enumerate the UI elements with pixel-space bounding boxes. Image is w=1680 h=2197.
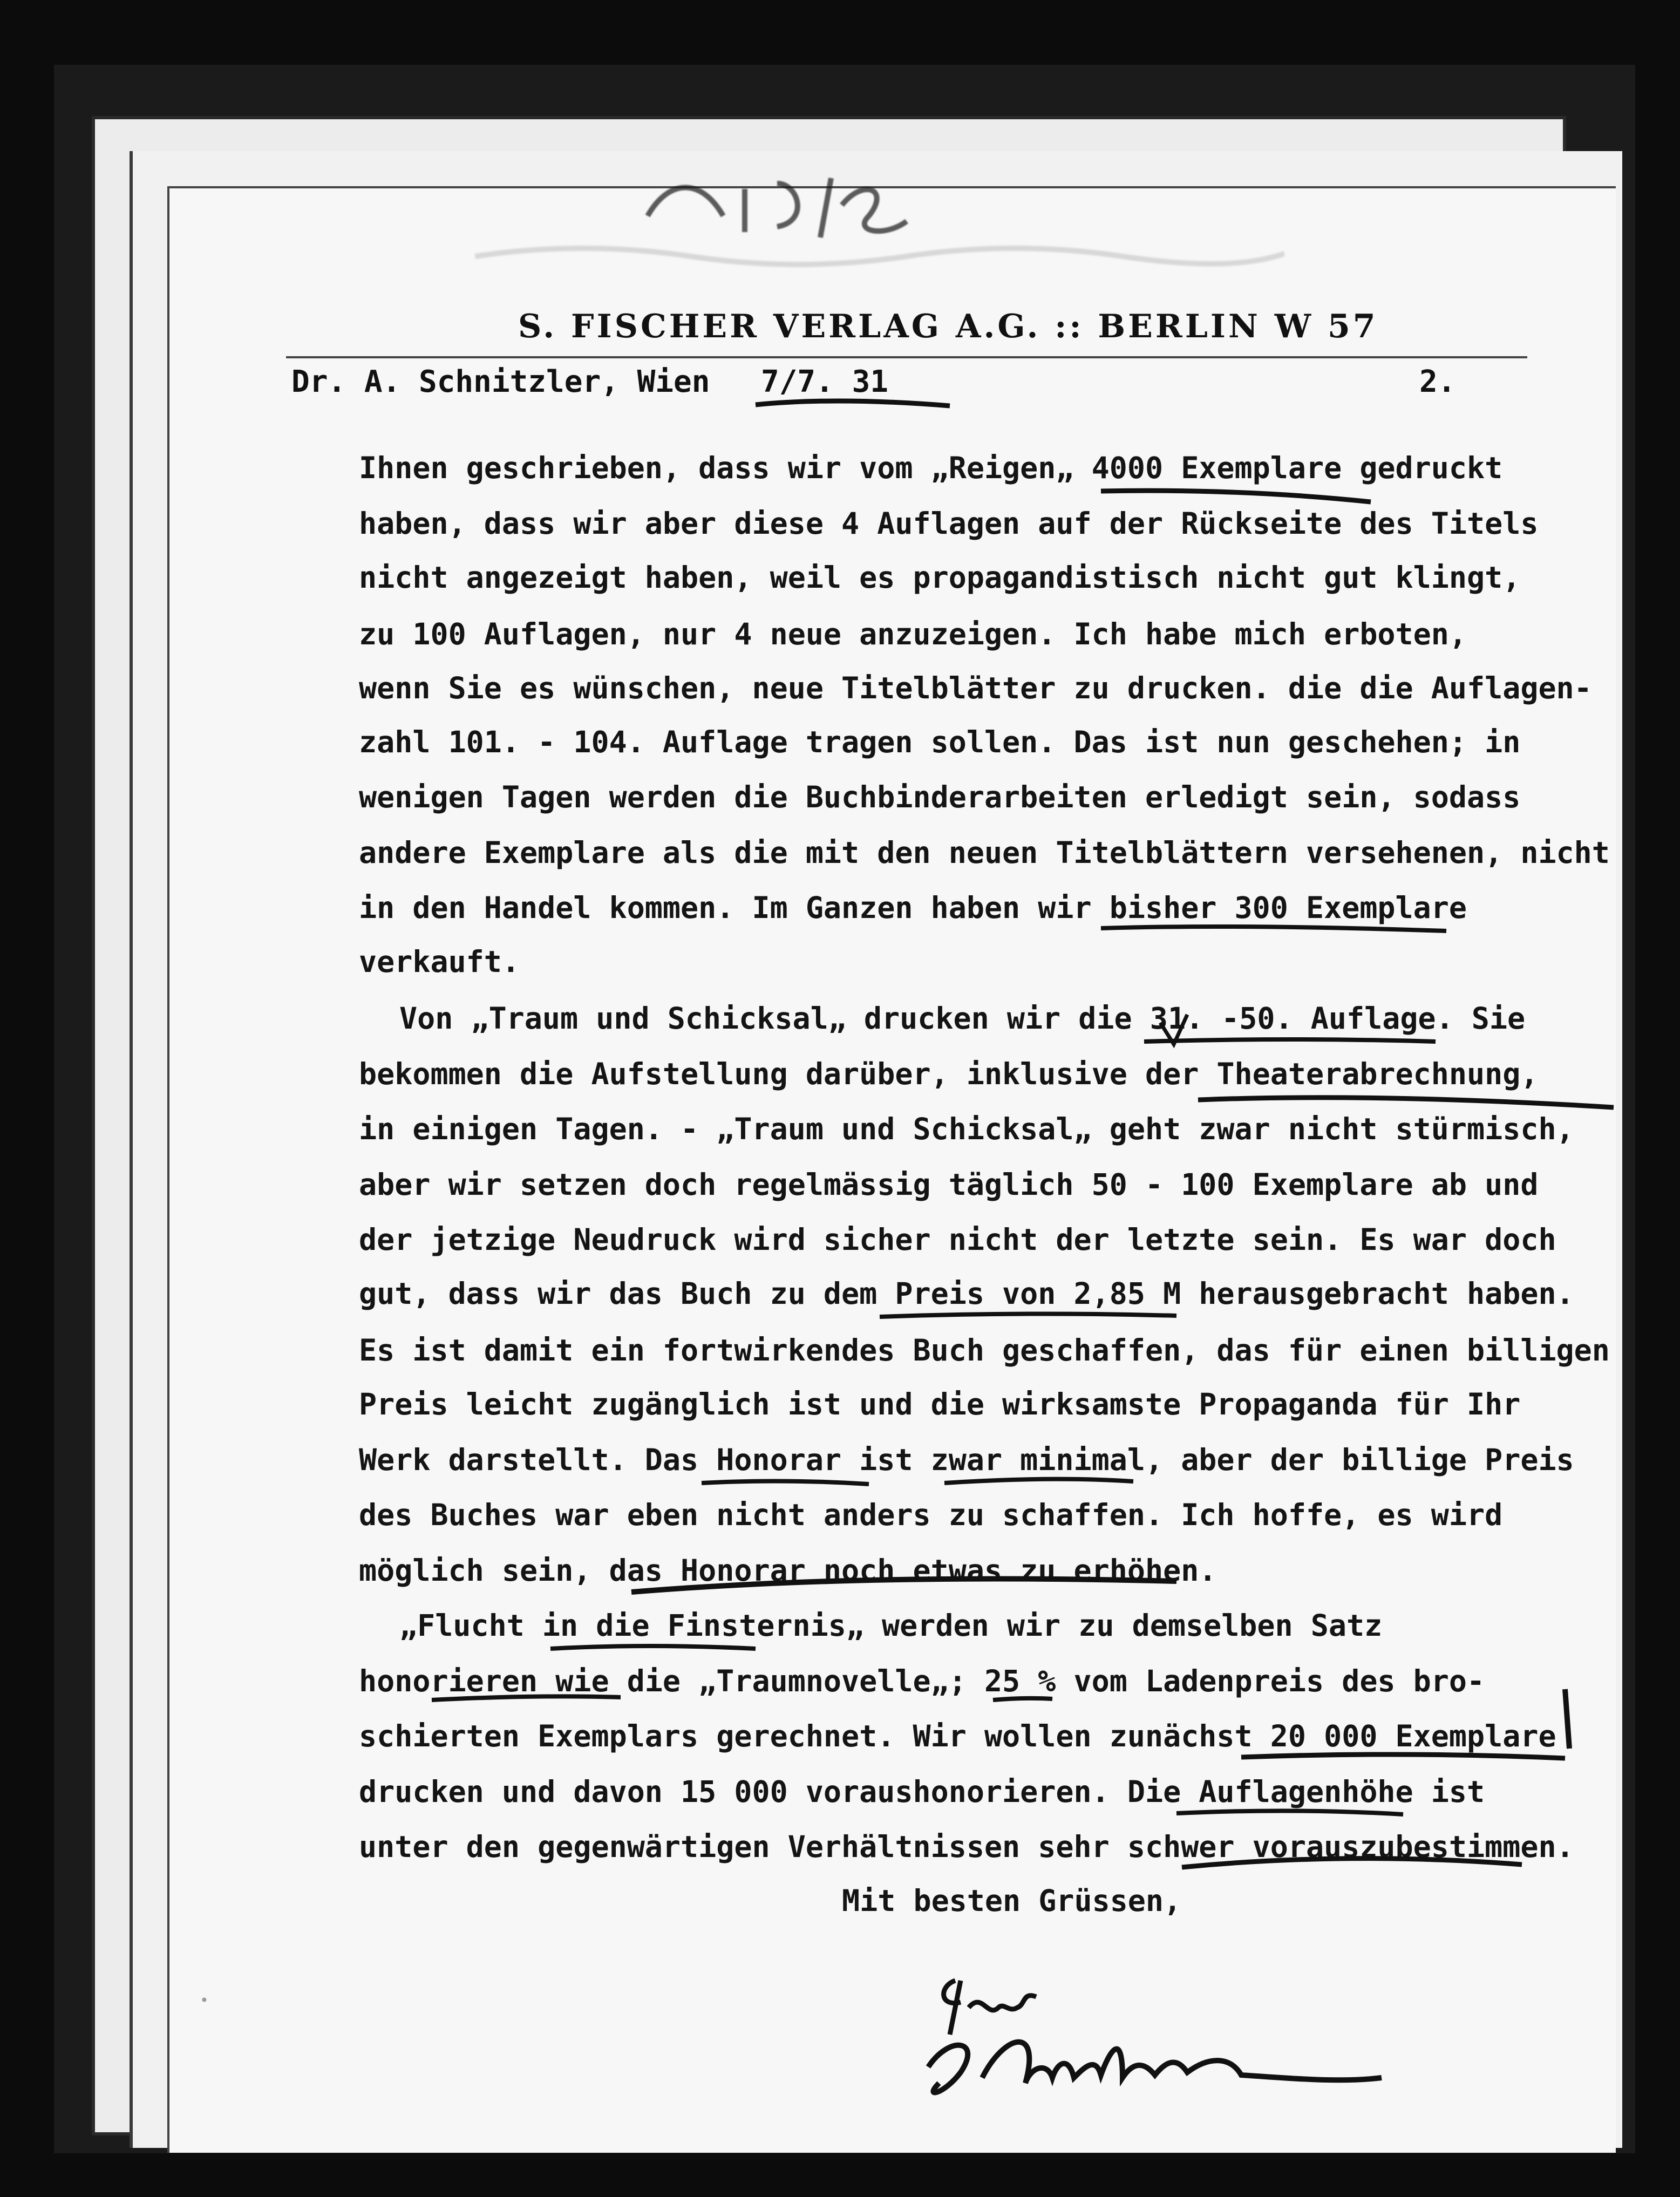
body-line: Ihnen geschrieben, dass wir vom „Reigen„ 4000 Exemplare gedruckt (359, 451, 1503, 485)
body-line: „Flucht in die Finsternis„ werden wir zu demselben Satz (399, 1608, 1383, 1643)
body-line: in einigen Tagen. - „Traum und Schicksal„ geht zwar nicht stürmisch, (359, 1112, 1574, 1146)
letterhead: S. FISCHER VERLAG A.G. :: BERLIN W 57 (518, 308, 1378, 345)
handwritten-signature (907, 1975, 1392, 2116)
faint-footer-mark: • (200, 1991, 209, 2009)
body-line: gut, dass wir das Buch zu dem Preis von 2,85 M herausgebracht haben. (359, 1276, 1574, 1311)
body-line: des Buches war eben nicht anders zu schaffen. Ich hoffe, es wird (359, 1498, 1503, 1532)
body-line: Von „Traum und Schicksal„ drucken wir die 31. -50. Auflage. Sie (399, 1001, 1526, 1036)
body-line: möglich sein, das Honorar noch etwas zu erhöhen. (359, 1553, 1217, 1588)
body-line: wenn Sie es wünschen, neue Titelblätter zu drucken. die die Auflagen- (359, 671, 1592, 705)
body-line: bekommen die Aufstellung darüber, inklusive der Theaterabrechnung, (359, 1057, 1539, 1091)
body-line: aber wir setzen doch regelmässig täglich 50 - 100 Exemplare ab und (359, 1167, 1539, 1202)
body-line: honorieren wie die „Traumnovelle„; 25 % vom Ladenpreis des bro- (359, 1664, 1485, 1698)
body-line: drucken und davon 15 000 voraushonorieren. Die Auflagenhöhe ist (359, 1774, 1485, 1809)
body-line: Es ist damit ein fortwirkendes Buch geschaffen, das für einen billigen (359, 1333, 1610, 1368)
body-line: in den Handel kommen. Im Ganzen haben wir bisher 300 Exemplare (359, 890, 1467, 925)
body-line: Preis leicht zugänglich ist und die wirksamste Propaganda für Ihr (359, 1387, 1521, 1421)
body-line: haben, dass wir aber diese 4 Auflagen auf der Rückseite des Titels (359, 506, 1539, 541)
letter-date: 7/7. 31 (761, 364, 889, 399)
body-line: andere Exemplare als die mit den neuen Titelblättern versehenen, nicht (359, 835, 1610, 870)
body-line: der jetzige Neudruck wird sicher nicht der letzte sein. Es war doch (359, 1222, 1556, 1257)
body-line: zu 100 Auflagen, nur 4 neue anzuzeigen. Ich habe mich erboten, (359, 617, 1467, 651)
body-line: Werk darstellt. Das Honorar ist zwar minimal, aber der billige Preis (359, 1443, 1574, 1477)
handwritten-reference-mark (637, 157, 961, 243)
closing: Mit besten Grüssen, (842, 1883, 1182, 1918)
letterhead-rule (286, 356, 1527, 358)
recipient: Dr. A. Schnitzler, Wien (291, 364, 710, 399)
body-line: unter den gegenwärtigen Verhältnissen sehr schwer vorauszubestimmen. (359, 1829, 1574, 1864)
body-line: verkauft. (359, 944, 520, 979)
page-number: 2. (1419, 364, 1456, 399)
body-line: wenigen Tagen werden die Buchbinderarbeiten erledigt sein, sodass (359, 780, 1521, 814)
body-line: zahl 101. - 104. Auflage tragen sollen. Das ist nun geschehen; in (359, 725, 1521, 759)
body-line: schierten Exemplars gerechnet. Wir wollen zunächst 20 000 Exemplare (359, 1719, 1556, 1753)
body-line: nicht angezeigt haben, weil es propagandistisch nicht gut klingt, (359, 560, 1521, 595)
